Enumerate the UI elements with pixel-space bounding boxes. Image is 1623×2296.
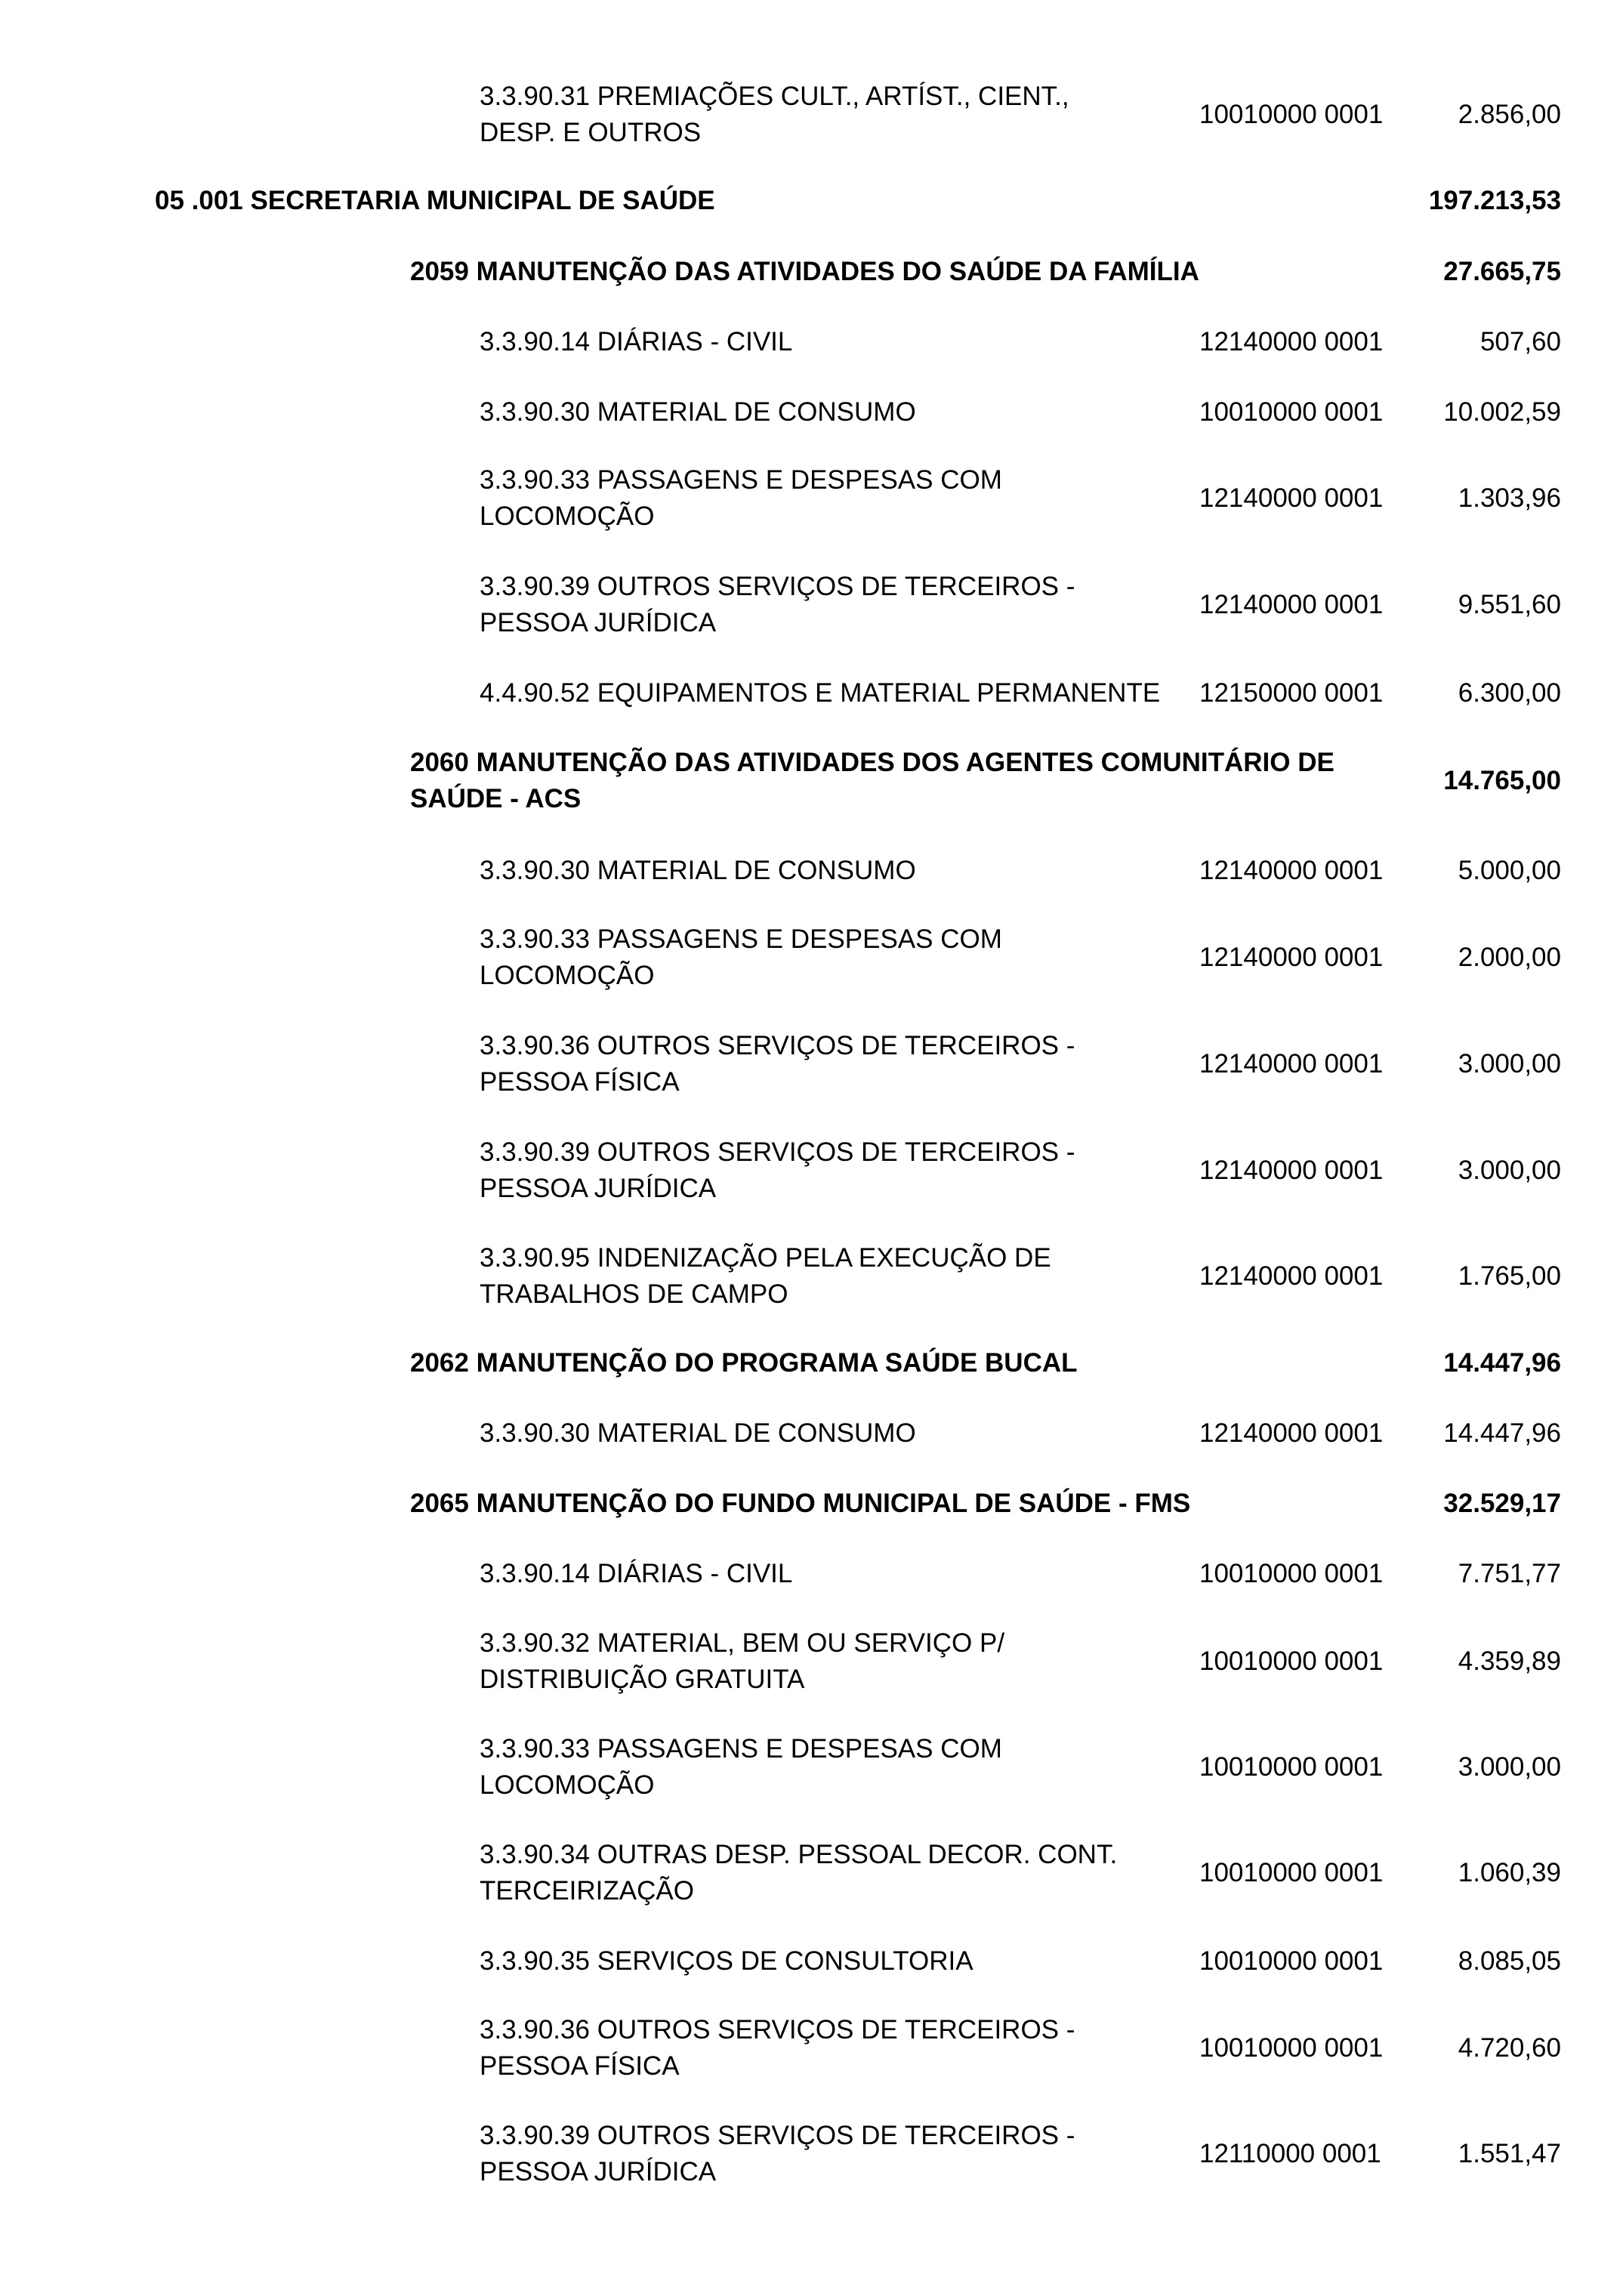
expense-value: 2.000,00 xyxy=(1458,943,1561,972)
expense-source-code: 12140000 0001 xyxy=(1199,590,1384,619)
activity-title: 2062 MANUTENÇÃO DO PROGRAMA SAÚDE BUCAL xyxy=(410,1348,1078,1378)
expense-description-line2: TRABALHOS DE CAMPO xyxy=(480,1279,788,1309)
expense-description xyxy=(480,569,1197,641)
expense-value: 3.000,00 xyxy=(1458,1156,1561,1185)
expense-source-code: 12140000 0001 xyxy=(1199,1418,1384,1448)
expense-source-code: 10010000 0001 xyxy=(1199,100,1384,129)
expense-source-code: 12110000 0001 xyxy=(1199,2139,1381,2168)
expense-description xyxy=(480,79,1197,151)
expense-description-line2: LOCOMOÇÃO xyxy=(480,1770,655,1800)
activity-title xyxy=(410,745,1392,817)
expense-description-line1: 3.3.90.36 OUTROS SERVIÇOS DE TERCEIROS - xyxy=(480,2015,1075,2044)
activity-title: 2059 MANUTENÇÃO DAS ATIVIDADES DO SAÚDE DA FAMÍLIA xyxy=(410,257,1199,286)
expense-value: 5.000,00 xyxy=(1458,856,1561,885)
expense-value: 3.000,00 xyxy=(1458,1049,1561,1079)
expense-value: 10.002,59 xyxy=(1443,397,1561,427)
expense-description-line2: TERCEIRIZAÇÃO xyxy=(480,1876,694,1906)
expense-description-line1: 3.3.90.36 OUTROS SERVIÇOS DE TERCEIROS - xyxy=(480,1031,1075,1060)
activity-total: 27.665,75 xyxy=(1443,257,1561,286)
expense-description xyxy=(480,2118,1197,2190)
expense-source-code: 10010000 0001 xyxy=(1199,1559,1384,1588)
expense-description-line2: PESSOA JURÍDICA xyxy=(480,2157,717,2186)
expense-description: 3.3.90.30 MATERIAL DE CONSUMO xyxy=(480,397,916,427)
expense-description-line1: 3.3.90.39 OUTROS SERVIÇOS DE TERCEIROS - xyxy=(480,1137,1075,1167)
expense-description xyxy=(480,1134,1197,1207)
expense-description-line1: 3.3.90.33 PASSAGENS E DESPESAS COM xyxy=(480,465,1002,495)
expense-description xyxy=(480,1240,1197,1313)
expense-description: 4.4.90.52 EQUIPAMENTOS E MATERIAL PERMANENTE xyxy=(480,678,1161,708)
expense-value: 14.447,96 xyxy=(1443,1418,1561,1448)
expense-description-line1: 3.3.90.95 INDENIZAÇÃO PELA EXECUÇÃO DE xyxy=(480,1243,1051,1273)
expense-value: 1.303,96 xyxy=(1458,483,1561,513)
expense-description-line1: 3.3.90.34 OUTRAS DESP. PESSOAL DECOR. CONT. xyxy=(480,1840,1118,1869)
expense-source-code: 12140000 0001 xyxy=(1199,483,1384,513)
expense-description-line1: 3.3.90.39 OUTROS SERVIÇOS DE TERCEIROS - xyxy=(480,2121,1075,2150)
activity-title-line1: 2060 MANUTENÇÃO DAS ATIVIDADES DOS AGENTES COMUNITÁRIO DE xyxy=(410,748,1335,777)
expense-description: 3.3.90.35 SERVIÇOS DE CONSULTORIA xyxy=(480,1946,973,1976)
expense-source-code: 10010000 0001 xyxy=(1199,1946,1384,1976)
expense-description-line2: PESSOA JURÍDICA xyxy=(480,608,717,637)
expense-description: 3.3.90.14 DIÁRIAS - CIVIL xyxy=(480,327,793,356)
expense-description xyxy=(480,1731,1197,1804)
expense-source-code: 12150000 0001 xyxy=(1199,678,1384,708)
organ-title: 05 .001 SECRETARIA MUNICIPAL DE SAÚDE xyxy=(155,186,715,215)
expense-description: 3.3.90.14 DIÁRIAS - CIVIL xyxy=(480,1559,793,1588)
expense-description-line2: PESSOA FÍSICA xyxy=(480,2051,680,2081)
expense-source-code: 10010000 0001 xyxy=(1199,397,1384,427)
expense-value: 9.551,60 xyxy=(1458,590,1561,619)
expense-description xyxy=(480,1625,1197,1698)
expense-source-code: 12140000 0001 xyxy=(1199,327,1384,356)
expense-description-line1: 3.3.90.33 PASSAGENS E DESPESAS COM xyxy=(480,924,1002,954)
expense-source-code: 12140000 0001 xyxy=(1199,943,1384,972)
expense-source-code: 12140000 0001 xyxy=(1199,1261,1384,1291)
activity-title: 2065 MANUTENÇÃO DO FUNDO MUNICIPAL DE SAÚDE - FMS xyxy=(410,1489,1191,1518)
expense-source-code: 12140000 0001 xyxy=(1199,1156,1384,1185)
expense-description-line2: DESP. E OUTROS xyxy=(480,118,702,147)
expense-value: 7.751,77 xyxy=(1458,1559,1561,1588)
activity-total: 14.765,00 xyxy=(1443,766,1561,795)
expense-description-line2: PESSOA JURÍDICA xyxy=(480,1174,717,1203)
expense-value: 1.765,00 xyxy=(1458,1261,1561,1291)
expense-value: 2.856,00 xyxy=(1458,100,1561,129)
expense-description-line2: LOCOMOÇÃO xyxy=(480,961,655,990)
expense-value: 1.060,39 xyxy=(1458,1858,1561,1887)
expense-source-code: 10010000 0001 xyxy=(1199,1646,1384,1676)
expense-description-line2: PESSOA FÍSICA xyxy=(480,1067,680,1097)
expense-description xyxy=(480,462,1197,535)
expense-description-line1: 3.3.90.31 PREMIAÇÕES CULT., ARTÍST., CIENT., xyxy=(480,82,1069,111)
organ-total: 197.213,53 xyxy=(1428,186,1561,215)
expense-value: 507,60 xyxy=(1480,327,1561,356)
expense-value: 8.085,05 xyxy=(1458,1946,1561,1976)
expense-description-line1: 3.3.90.33 PASSAGENS E DESPESAS COM xyxy=(480,1734,1002,1764)
expense-description-line2: DISTRIBUIÇÃO GRATUITA xyxy=(480,1665,805,1694)
expense-value: 1.551,47 xyxy=(1458,2139,1561,2168)
expense-description: 3.3.90.30 MATERIAL DE CONSUMO xyxy=(480,856,916,885)
activity-total: 14.447,96 xyxy=(1443,1348,1561,1378)
expense-value: 4.359,89 xyxy=(1458,1646,1561,1676)
expense-source-code: 12140000 0001 xyxy=(1199,1049,1384,1079)
expense-source-code: 12140000 0001 xyxy=(1199,856,1384,885)
expense-description xyxy=(480,2012,1197,2085)
expense-description-line2: LOCOMOÇÃO xyxy=(480,501,655,531)
expense-description xyxy=(480,921,1197,994)
expense-description: 3.3.90.30 MATERIAL DE CONSUMO xyxy=(480,1418,916,1448)
activity-total: 32.529,17 xyxy=(1443,1489,1561,1518)
expense-description-line1: 3.3.90.39 OUTROS SERVIÇOS DE TERCEIROS - xyxy=(480,572,1075,601)
expense-description xyxy=(480,1028,1197,1100)
expense-source-code: 10010000 0001 xyxy=(1199,1858,1384,1887)
expense-description-line1: 3.3.90.32 MATERIAL, BEM OU SERVIÇO P/ xyxy=(480,1628,1005,1658)
expense-source-code: 10010000 0001 xyxy=(1199,2033,1384,2063)
expense-value: 6.300,00 xyxy=(1458,678,1561,708)
expense-value: 4.720,60 xyxy=(1458,2033,1561,2063)
expense-source-code: 10010000 0001 xyxy=(1199,1752,1384,1782)
expense-value: 3.000,00 xyxy=(1458,1752,1561,1782)
activity-title-line2: SAÚDE - ACS xyxy=(410,784,582,813)
expense-description xyxy=(480,1837,1197,1909)
